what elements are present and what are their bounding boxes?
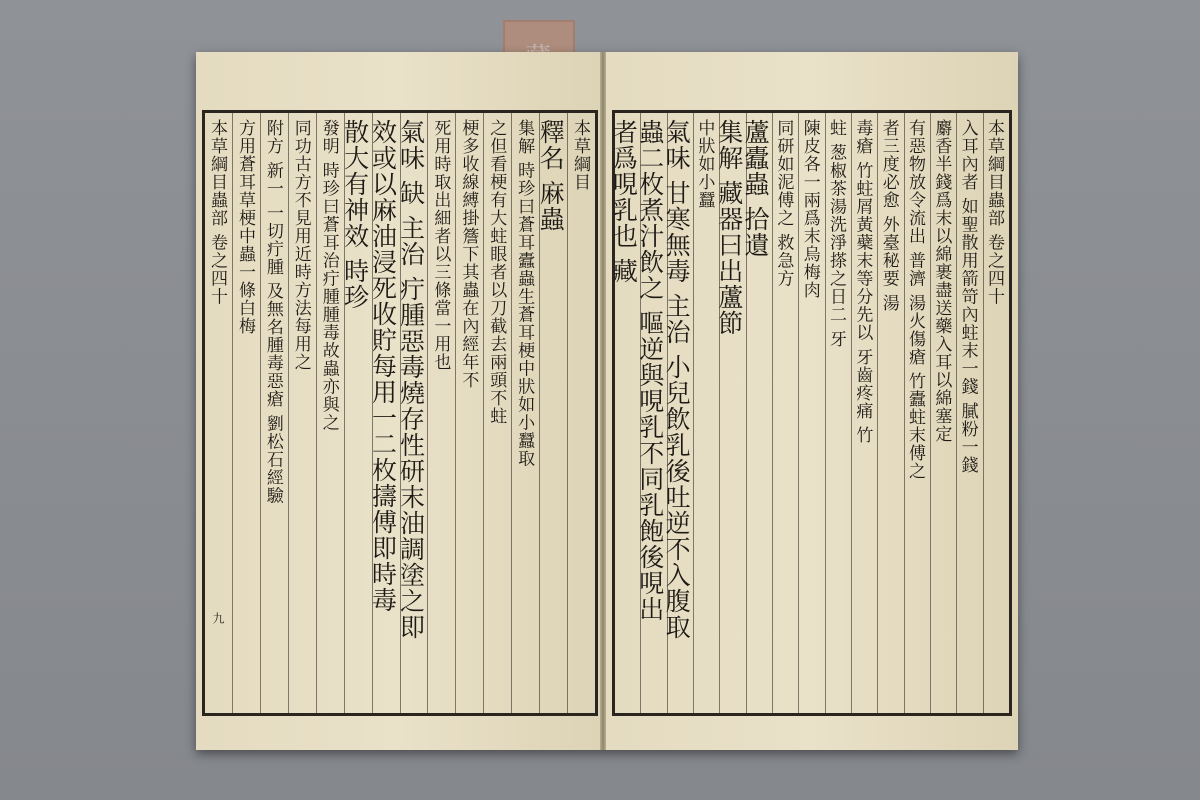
right-page: [606, 52, 1018, 750]
column-text: 本草綱目蟲部 卷之四十: [984, 119, 1004, 306]
text-column: [609, 113, 640, 713]
text-column: [798, 113, 824, 713]
left-text-frame: [202, 110, 598, 716]
column-text: 發明 時珍曰蒼耳治疔腫腫毒故蟲亦與之: [318, 119, 339, 432]
text-column: [851, 113, 877, 713]
text-column: [260, 113, 288, 713]
column-text: 有惡物放令流出 普濟 湯火傷瘡 竹蠹蛀末傅之: [905, 119, 926, 481]
right-columns: [609, 113, 1009, 713]
column-text: 者三度必愈 外臺秘要 湯: [878, 119, 899, 312]
column-text: 入耳內者 如聖散用箭笴內蛀末一錢 膩粉一錢: [957, 119, 978, 474]
column-text: 附方 新一 一切疔腫 及無名腫毒惡瘡 劉松石經驗: [262, 119, 283, 505]
column-text: 梗多收線縛掛簷下其蟲在內經年不: [458, 119, 479, 389]
column-text: 氣味 甘寒無毒 主治 小兒飲乳後吐逆不入腹取: [662, 119, 692, 640]
text-column: [983, 113, 1009, 713]
column-text: 散大有神效 時珍: [340, 119, 370, 310]
text-column: [288, 113, 316, 713]
column-text: 集解 藏器曰出蘆節: [714, 119, 744, 336]
column-text: 陳皮各一兩爲末烏梅肉: [799, 119, 820, 299]
column-text: 本草綱目蟲部 卷之四十: [207, 119, 228, 306]
text-column: [232, 113, 260, 713]
column-text: 蛀 葱椒茶湯洗淨搽之日二 牙: [826, 119, 847, 348]
column-text: 方用蒼耳草梗中蟲一條白梅: [234, 119, 255, 335]
text-column: [662, 113, 693, 713]
text-column: [956, 113, 982, 713]
left-columns: [205, 113, 595, 713]
text-column: [567, 113, 595, 713]
column-text: 效或以麻油浸死收貯每用一二枚擣傅即時毒: [368, 119, 398, 613]
text-column: [741, 113, 772, 713]
column-text: 同功古方不見用近時方法每用之: [290, 119, 311, 371]
text-column: [693, 113, 719, 713]
text-column: [483, 113, 511, 713]
column-text: 毒瘡 竹蛀屑黃蘗末等分先以 牙齒疼痛 竹: [852, 119, 873, 445]
column-text: 本草綱目: [570, 119, 590, 191]
column-text: 蘆蠹蟲 拾遺: [741, 119, 771, 258]
left-page: [196, 52, 600, 750]
text-column: [396, 113, 428, 713]
text-column: [904, 113, 930, 713]
column-text: 氣味 缺 主治 疔腫惡毒燒存性研末油調塗之即: [396, 119, 426, 640]
column-text: 中狀如小蠶: [694, 119, 715, 209]
text-column: [368, 113, 400, 713]
column-text: 麝香半錢爲末以綿裹盡送藥入耳以綿塞定: [931, 119, 952, 443]
text-column: [825, 113, 851, 713]
column-text: 者爲哯乳也 藏: [609, 119, 639, 284]
text-column: [536, 113, 567, 713]
text-column: [714, 113, 745, 713]
column-text: 之但看梗有大蛀眼者以刀截去兩頭不蛀: [486, 119, 507, 425]
column-text: 死用時取出細者以三條當一用也: [430, 119, 451, 371]
text-column: [930, 113, 956, 713]
text-column: [316, 113, 344, 713]
column-text: 釋名 麻蟲: [536, 119, 566, 232]
column-text: 同研如泥傅之 救急方: [773, 119, 794, 288]
text-column: [772, 113, 798, 713]
column-text: 集解 時珍曰蒼耳蠹蟲生蒼耳梗中狀如小蠶取: [514, 119, 535, 468]
page-number: 九: [211, 612, 225, 624]
text-column: [511, 113, 539, 713]
text-column: [427, 113, 455, 713]
text-column: [877, 113, 903, 713]
text-column: [455, 113, 483, 713]
text-column: [635, 113, 666, 713]
text-column: [340, 113, 372, 713]
column-text: 蟲二枚煮汁飲之 嘔逆與哯乳不同乳飽後哯出: [635, 119, 665, 622]
right-text-frame: [609, 110, 1012, 716]
open-book: [196, 52, 1018, 750]
